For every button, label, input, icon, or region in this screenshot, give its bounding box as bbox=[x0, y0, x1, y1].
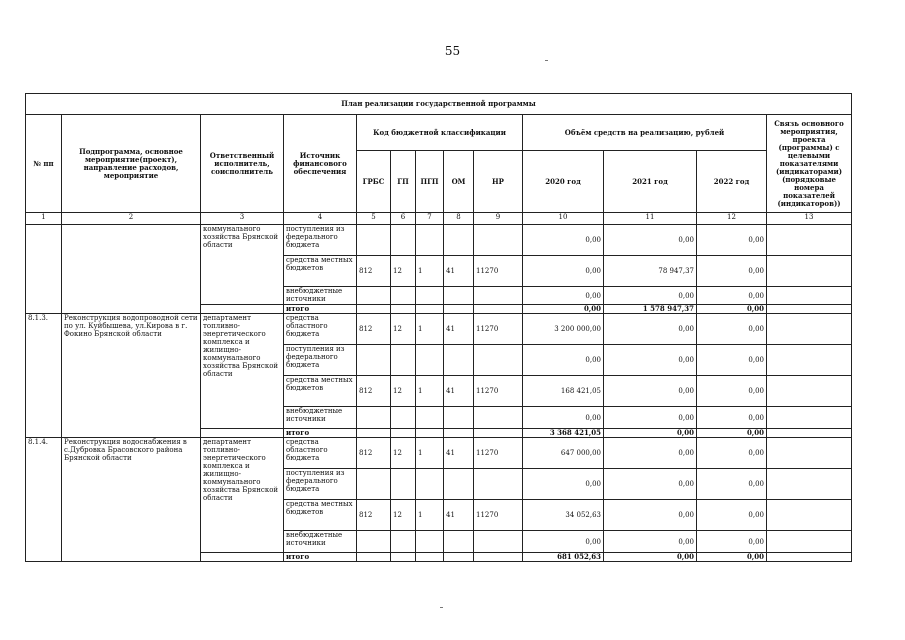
amount-2022: 0,00 bbox=[697, 305, 767, 314]
amount-2022: 0,00 bbox=[697, 376, 767, 407]
table-row bbox=[26, 438, 852, 469]
code-om bbox=[444, 407, 474, 429]
code-grbs bbox=[357, 407, 391, 429]
header-grbs: ГРБС bbox=[357, 151, 391, 213]
header-row-1 bbox=[26, 115, 852, 151]
code-nr: 11270 bbox=[474, 314, 523, 345]
amount-2020: 647 000,00 bbox=[523, 438, 604, 469]
code-grbs bbox=[357, 225, 391, 256]
code-om bbox=[444, 287, 474, 305]
measure-name: Реконструкция водопроводной сети по ул. Куйбышева, ул.Кирова в г. Фокино Брянской области bbox=[62, 314, 201, 438]
header-executor: Ответственный исполнитель, соисполнитель bbox=[201, 115, 284, 213]
amount-2021: 0,00 bbox=[604, 376, 697, 407]
column-number: 6 bbox=[391, 213, 416, 225]
code-pgp: 1 bbox=[416, 314, 444, 345]
code-gp: 12 bbox=[391, 256, 416, 287]
header-volume: Объём средств на реализацию, рублей bbox=[523, 115, 767, 151]
indicator-link bbox=[767, 256, 852, 287]
amount-2020: 0,00 bbox=[523, 287, 604, 305]
column-number: 2 bbox=[62, 213, 201, 225]
code-om bbox=[444, 429, 474, 438]
table-row bbox=[26, 314, 852, 345]
funding-source: итого bbox=[284, 305, 357, 314]
code-pgp bbox=[416, 287, 444, 305]
indicator-link bbox=[767, 305, 852, 314]
header-2020: 2020 год bbox=[523, 151, 604, 213]
funding-source: поступления из федерального бюджета bbox=[284, 469, 357, 500]
header-link: Связь основного мероприятия, проекта (программы) с целевыми показателями (индикаторами) (порядковые номера показателей (индикаторов)) bbox=[767, 115, 852, 213]
amount-2021: 0,00 bbox=[604, 345, 697, 376]
amount-2022: 0,00 bbox=[697, 438, 767, 469]
amount-2021: 0,00 bbox=[604, 407, 697, 429]
amount-2022: 0,00 bbox=[697, 314, 767, 345]
code-nr bbox=[474, 305, 523, 314]
amount-2022: 0,00 bbox=[697, 225, 767, 256]
funding-source: внебюджетные источники bbox=[284, 531, 357, 553]
amount-2022: 0,00 bbox=[697, 469, 767, 500]
header-pgp: ПГП bbox=[416, 151, 444, 213]
measure-name: Реконструкция водоснабжения в с.Дубровка Брасовского района Брянской области bbox=[62, 438, 201, 562]
code-gp bbox=[391, 429, 416, 438]
header-om: ОМ bbox=[444, 151, 474, 213]
amount-2022: 0,00 bbox=[697, 553, 767, 562]
amount-2022: 0,00 bbox=[697, 287, 767, 305]
code-grbs: 812 bbox=[357, 438, 391, 469]
column-number: 4 bbox=[284, 213, 357, 225]
code-om: 41 bbox=[444, 314, 474, 345]
code-nr bbox=[474, 531, 523, 553]
amount-2022: 0,00 bbox=[697, 407, 767, 429]
executor-blank bbox=[201, 305, 284, 314]
code-nr: 11270 bbox=[474, 256, 523, 287]
funding-source: поступления из федерального бюджета bbox=[284, 225, 357, 256]
code-pgp: 1 bbox=[416, 376, 444, 407]
code-nr: 11270 bbox=[474, 376, 523, 407]
code-gp bbox=[391, 225, 416, 256]
code-nr: 11270 bbox=[474, 438, 523, 469]
amount-2021: 0,00 bbox=[604, 531, 697, 553]
header-budget-code: Код бюджетной классификации bbox=[357, 115, 523, 151]
indicator-link bbox=[767, 225, 852, 256]
code-gp bbox=[391, 531, 416, 553]
code-pgp bbox=[416, 553, 444, 562]
row-number: 8.1.3. bbox=[26, 314, 62, 438]
indicator-link bbox=[767, 553, 852, 562]
header-2022: 2022 год bbox=[697, 151, 767, 213]
code-nr bbox=[474, 345, 523, 376]
indicator-link bbox=[767, 345, 852, 376]
code-grbs: 812 bbox=[357, 314, 391, 345]
executor-blank bbox=[201, 553, 284, 562]
code-grbs: 812 bbox=[357, 256, 391, 287]
code-pgp bbox=[416, 225, 444, 256]
code-grbs bbox=[357, 429, 391, 438]
code-om bbox=[444, 531, 474, 553]
code-gp: 12 bbox=[391, 500, 416, 531]
code-gp bbox=[391, 287, 416, 305]
header-gp: ГП bbox=[391, 151, 416, 213]
plan-table bbox=[25, 93, 852, 562]
scan-speck bbox=[545, 60, 548, 61]
code-gp: 12 bbox=[391, 438, 416, 469]
code-pgp bbox=[416, 407, 444, 429]
code-pgp bbox=[416, 305, 444, 314]
code-nr bbox=[474, 553, 523, 562]
row-number: 8.1.4. bbox=[26, 438, 62, 562]
amount-2020: 0,00 bbox=[523, 407, 604, 429]
header-source: Источник финансового обеспечения bbox=[284, 115, 357, 213]
code-gp bbox=[391, 305, 416, 314]
code-om bbox=[444, 345, 474, 376]
code-nr bbox=[474, 225, 523, 256]
amount-2022: 0,00 bbox=[697, 256, 767, 287]
amount-2020: 168 421,05 bbox=[523, 376, 604, 407]
code-nr bbox=[474, 429, 523, 438]
code-pgp bbox=[416, 469, 444, 500]
amount-2022: 0,00 bbox=[697, 345, 767, 376]
code-om bbox=[444, 305, 474, 314]
code-gp bbox=[391, 407, 416, 429]
column-number: 9 bbox=[474, 213, 523, 225]
code-grbs: 812 bbox=[357, 376, 391, 407]
row-number bbox=[26, 225, 62, 314]
code-grbs bbox=[357, 469, 391, 500]
indicator-link bbox=[767, 429, 852, 438]
code-om bbox=[444, 469, 474, 500]
page-number: 55 bbox=[444, 44, 461, 58]
column-number-row bbox=[26, 213, 852, 225]
code-nr bbox=[474, 407, 523, 429]
amount-2020: 0,00 bbox=[523, 469, 604, 500]
funding-source: средства местных бюджетов bbox=[284, 500, 357, 531]
code-grbs: 812 bbox=[357, 500, 391, 531]
code-pgp bbox=[416, 531, 444, 553]
funding-source: внебюджетные источники bbox=[284, 407, 357, 429]
indicator-link bbox=[767, 500, 852, 531]
code-grbs bbox=[357, 553, 391, 562]
code-grbs bbox=[357, 531, 391, 553]
code-om: 41 bbox=[444, 500, 474, 531]
code-om: 41 bbox=[444, 376, 474, 407]
funding-source: внебюджетные источники bbox=[284, 287, 357, 305]
column-number: 8 bbox=[444, 213, 474, 225]
amount-2020: 3 200 000,00 bbox=[523, 314, 604, 345]
executor: департамент топливно-энергетического комплекса и жилищно-коммунального хозяйства Брянской области bbox=[201, 314, 284, 429]
amount-2022: 0,00 bbox=[697, 500, 767, 531]
funding-source: поступления из федерального бюджета bbox=[284, 345, 357, 376]
amount-2021: 0,00 bbox=[604, 287, 697, 305]
executor-blank bbox=[201, 429, 284, 438]
amount-2020: 3 368 421,05 bbox=[523, 429, 604, 438]
amount-2020: 34 052,63 bbox=[523, 500, 604, 531]
amount-2020: 0,00 bbox=[523, 345, 604, 376]
header-subprogram: Подпрограмма, основное мероприятие(проект), направление расходов, мероприятие bbox=[62, 115, 201, 213]
column-number: 12 bbox=[697, 213, 767, 225]
table-title-row bbox=[26, 94, 852, 115]
code-pgp: 1 bbox=[416, 438, 444, 469]
code-om bbox=[444, 553, 474, 562]
code-om bbox=[444, 225, 474, 256]
column-number: 5 bbox=[357, 213, 391, 225]
funding-source: итого bbox=[284, 553, 357, 562]
indicator-link bbox=[767, 407, 852, 429]
code-om: 41 bbox=[444, 256, 474, 287]
indicator-link bbox=[767, 438, 852, 469]
funding-source: средства местных бюджетов bbox=[284, 376, 357, 407]
amount-2021: 0,00 bbox=[604, 469, 697, 500]
code-gp: 12 bbox=[391, 376, 416, 407]
code-grbs bbox=[357, 287, 391, 305]
funding-source: средства областного бюджета bbox=[284, 438, 357, 469]
executor: коммунального хозяйства Брянской области bbox=[201, 225, 284, 305]
scan-speck bbox=[440, 607, 443, 608]
measure-name bbox=[62, 225, 201, 314]
amount-2020: 0,00 bbox=[523, 256, 604, 287]
amount-2022: 0,00 bbox=[697, 429, 767, 438]
amount-2021: 0,00 bbox=[604, 553, 697, 562]
code-nr: 11270 bbox=[474, 500, 523, 531]
amount-2021: 0,00 bbox=[604, 429, 697, 438]
amount-2021: 0,00 bbox=[604, 438, 697, 469]
header-no: № пп bbox=[26, 115, 62, 213]
header-nr: НР bbox=[474, 151, 523, 213]
amount-2020: 0,00 bbox=[523, 305, 604, 314]
amount-2021: 78 947,37 bbox=[604, 256, 697, 287]
amount-2021: 0,00 bbox=[604, 500, 697, 531]
amount-2021: 0,00 bbox=[604, 314, 697, 345]
column-number: 3 bbox=[201, 213, 284, 225]
indicator-link bbox=[767, 531, 852, 553]
code-grbs bbox=[357, 345, 391, 376]
indicator-link bbox=[767, 469, 852, 500]
table-title: План реализации государственной программы bbox=[26, 94, 852, 115]
indicator-link bbox=[767, 287, 852, 305]
column-number: 10 bbox=[523, 213, 604, 225]
executor: департамент топливно-энергетического комплекса и жилищно-коммунального хозяйства Брянской области bbox=[201, 438, 284, 553]
amount-2021: 1 578 947,37 bbox=[604, 305, 697, 314]
code-gp bbox=[391, 345, 416, 376]
amount-2022: 0,00 bbox=[697, 531, 767, 553]
indicator-link bbox=[767, 376, 852, 407]
indicator-link bbox=[767, 314, 852, 345]
code-gp bbox=[391, 469, 416, 500]
column-number: 13 bbox=[767, 213, 852, 225]
amount-2020: 0,00 bbox=[523, 531, 604, 553]
code-pgp: 1 bbox=[416, 500, 444, 531]
amount-2020: 0,00 bbox=[523, 225, 604, 256]
code-pgp bbox=[416, 345, 444, 376]
column-number: 7 bbox=[416, 213, 444, 225]
code-pgp: 1 bbox=[416, 256, 444, 287]
funding-source: средства местных бюджетов bbox=[284, 256, 357, 287]
column-number: 11 bbox=[604, 213, 697, 225]
table-row bbox=[26, 225, 852, 256]
amount-2021: 0,00 bbox=[604, 225, 697, 256]
code-gp bbox=[391, 553, 416, 562]
amount-2020: 681 052,63 bbox=[523, 553, 604, 562]
column-number: 1 bbox=[26, 213, 62, 225]
code-om: 41 bbox=[444, 438, 474, 469]
code-grbs bbox=[357, 305, 391, 314]
code-nr bbox=[474, 287, 523, 305]
code-pgp bbox=[416, 429, 444, 438]
code-nr bbox=[474, 469, 523, 500]
code-gp: 12 bbox=[391, 314, 416, 345]
header-2021: 2021 год bbox=[604, 151, 697, 213]
funding-source: средства областного бюджета bbox=[284, 314, 357, 345]
funding-source: итого bbox=[284, 429, 357, 438]
